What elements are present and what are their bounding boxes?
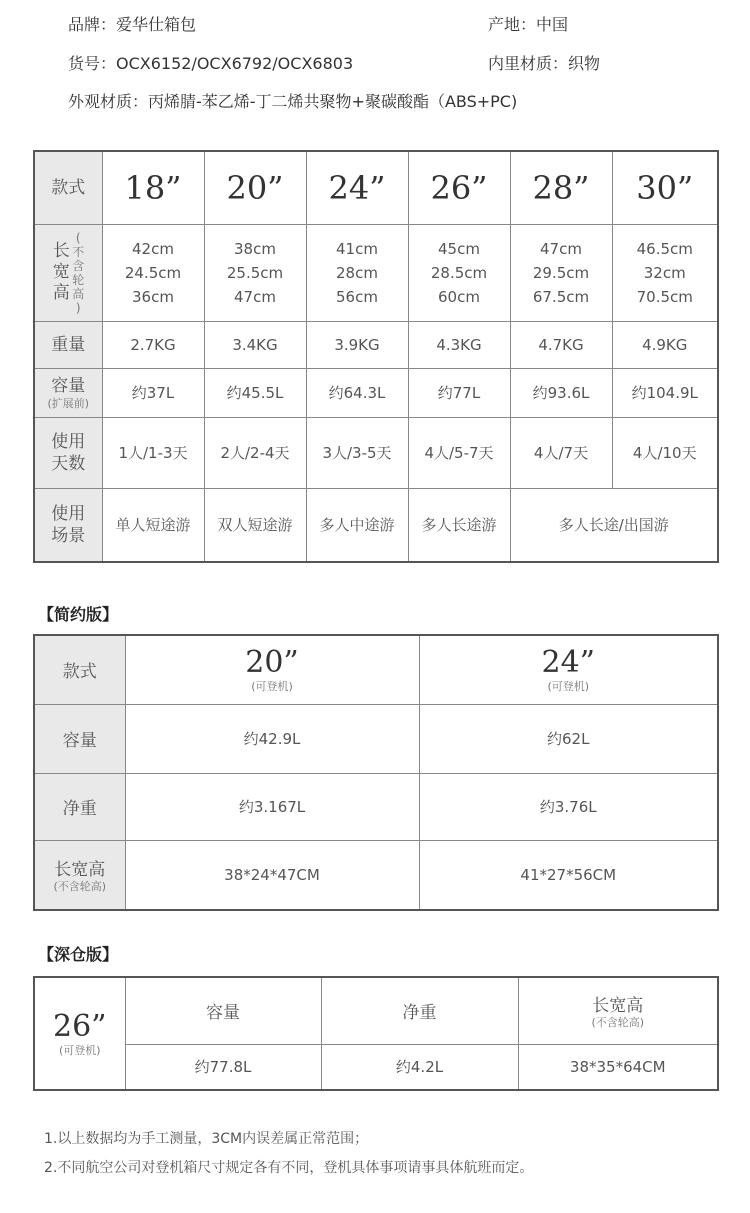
style-row [34, 151, 718, 224]
size-24: 24” [306, 151, 408, 224]
simple-size-24-value: 24” [541, 644, 595, 680]
dimensions-row [34, 224, 718, 321]
capacity-26: 约77L [408, 368, 510, 417]
simple-version-table [33, 634, 719, 911]
scene-label: 使用 场景 [34, 488, 102, 562]
dims-24: 41cm 28cm 56cm [306, 224, 408, 321]
scene-26: 多人长途游 [408, 488, 510, 562]
days-row [34, 417, 718, 488]
weight-24: 3.9KG [306, 321, 408, 368]
capacity-28: 约93.6L [510, 368, 612, 417]
simple-size-24 [419, 635, 718, 704]
deep-dims-label: 长宽高 (不含轮高) [518, 977, 718, 1044]
capacity-row [34, 368, 718, 417]
simple-style-label: 款式 [34, 635, 125, 704]
simple-weight-24: 约3.76L [419, 773, 718, 840]
days-26: 4人/5-7天 [408, 417, 510, 488]
deep-weight-value: 约4.2L [321, 1044, 518, 1090]
capacity-label-text: 容量 [51, 375, 86, 396]
simple-version-title: 【简约版】 [38, 605, 119, 624]
boarding-note: (可登机) [58, 1043, 101, 1057]
dims-30: 46.5cm 32cm 70.5cm [612, 224, 718, 321]
dimensions-label-main [51, 241, 71, 304]
simple-dims-label: 长宽高 (不含轮高) [34, 840, 125, 910]
deep-capacity-label: 容量 [125, 977, 321, 1044]
size-20: 20” [204, 151, 306, 224]
dim-note-char: 含 [72, 258, 85, 273]
weight-18: 2.7KG [102, 321, 204, 368]
days-18: 1人/1-3天 [102, 417, 204, 488]
deep-size-cell [34, 977, 125, 1090]
dims-28: 47cm 29.5cm 67.5cm [510, 224, 612, 321]
size-30: 30” [612, 151, 718, 224]
dim-char: 高 [52, 283, 70, 303]
brand-info: 品牌：爱华仕箱包 [68, 15, 197, 34]
size-spec-table [33, 150, 719, 563]
deep-version-table [33, 976, 719, 1091]
capacity-label-note: (扩展前) [47, 396, 90, 410]
scene-18: 单人短途游 [102, 488, 204, 562]
shell-material-info: 外观材质：丙烯腈-苯乙烯-丁二烯共聚物+聚碳酸酯（ABS+PC) [68, 92, 518, 111]
dim-note-char: ( [75, 230, 81, 245]
simple-weight-label: 净重 [34, 773, 125, 840]
deep-size-value: 26” [52, 1008, 107, 1044]
weight-26: 4.3KG [408, 321, 510, 368]
days-label: 使用 天数 [34, 417, 102, 488]
deep-value-row [34, 1044, 718, 1090]
dim-note-char: 高 [72, 286, 85, 301]
note-2: 2.不同航空公司对登机箱尺寸规定各有不同，登机具体事项请事具体航班而定。 [44, 1160, 534, 1176]
scene-row [34, 488, 718, 562]
boarding-note: (可登机) [547, 679, 590, 693]
capacity-24: 约64.3L [306, 368, 408, 417]
scene-24: 多人中途游 [306, 488, 408, 562]
dim-note-char: ) [75, 300, 81, 315]
simple-weight-20: 约3.167L [125, 773, 419, 840]
simple-dims-20: 38*24*47CM [125, 840, 419, 910]
dims-20: 38cm 25.5cm 47cm [204, 224, 306, 321]
capacity-label [34, 368, 102, 417]
style-label: 款式 [34, 151, 102, 224]
dimensions-label [34, 224, 102, 321]
dim-note-char: 不 [72, 244, 85, 259]
simple-size-20-value: 20” [245, 644, 299, 680]
size-28: 28” [510, 151, 612, 224]
days-28: 4人/7天 [510, 417, 612, 488]
days-30: 4人/10天 [612, 417, 718, 488]
note-1: 1.以上数据均为手工测量，3CM内误差属正常范围； [44, 1131, 369, 1147]
deep-header-row [34, 977, 718, 1044]
dim-note-char: 轮 [72, 272, 85, 287]
size-18: 18” [102, 151, 204, 224]
capacity-18: 约37L [102, 368, 204, 417]
dim-char: 宽 [52, 262, 70, 282]
simple-size-20 [125, 635, 419, 704]
weight-20: 3.4KG [204, 321, 306, 368]
weight-30: 4.9KG [612, 321, 718, 368]
simple-dims-24: 41*27*56CM [419, 840, 718, 910]
deep-weight-label: 净重 [321, 977, 518, 1044]
days-20: 2人/2-4天 [204, 417, 306, 488]
simple-weight-row [34, 773, 718, 840]
origin-info: 产地：中国 [488, 15, 569, 34]
model-info: 货号：OCX6152/OCX6792/OCX6803 [68, 54, 354, 73]
dim-char: 长 [52, 241, 70, 261]
simple-style-row [34, 635, 718, 704]
capacity-20: 约45.5L [204, 368, 306, 417]
scene-20: 双人短途游 [204, 488, 306, 562]
simple-capacity-20: 约42.9L [125, 704, 419, 773]
boarding-note: (可登机) [251, 679, 293, 693]
deep-capacity-value: 约77.8L [125, 1044, 321, 1090]
capacity-30: 约104.9L [612, 368, 718, 417]
dims-26: 45cm 28.5cm 60cm [408, 224, 510, 321]
simple-capacity-label: 容量 [34, 704, 125, 773]
simple-dims-row [34, 840, 718, 910]
size-26: 26” [408, 151, 510, 224]
deep-dims-value: 38*35*64CM [518, 1044, 718, 1090]
scene-28-30: 多人长途/出国游 [510, 488, 718, 562]
weight-row [34, 321, 718, 368]
simple-capacity-row [34, 704, 718, 773]
lining-info: 内里材质：织物 [488, 54, 601, 73]
weight-label: 重量 [34, 321, 102, 368]
deep-version-title: 【深仓版】 [38, 945, 119, 964]
simple-capacity-24: 约62L [419, 704, 718, 773]
dimensions-label-note [71, 231, 85, 315]
weight-28: 4.7KG [510, 321, 612, 368]
days-24: 3人/3-5天 [306, 417, 408, 488]
dims-18: 42cm 24.5cm 36cm [102, 224, 204, 321]
